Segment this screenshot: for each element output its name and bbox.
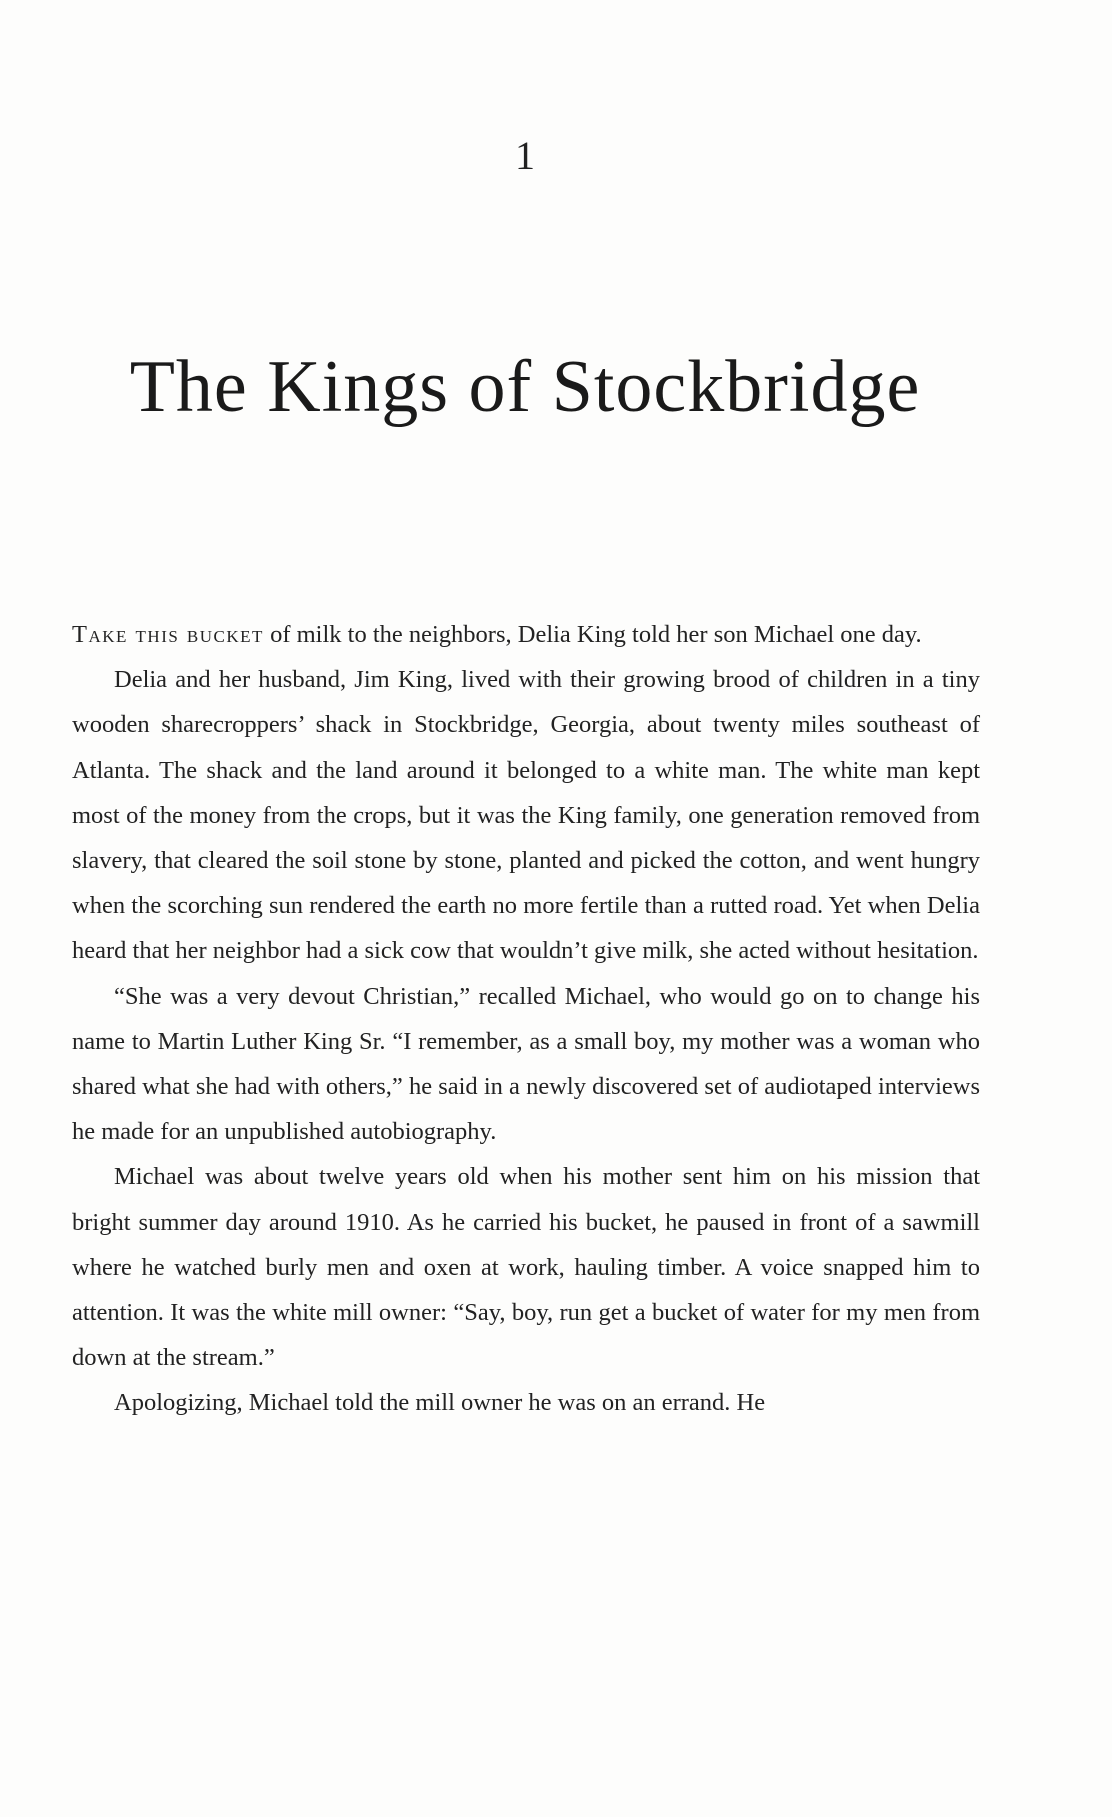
paragraph-1-text: of milk to the neighbors, Delia King told her son Michael one day. (263, 621, 922, 648)
chapter-number: 1 (515, 133, 535, 178)
paragraph-4: Michael was about twelve years old when his mother sent him on his mission that bright summer day around 1910. As he carried his bucket, he paused in front of a sawmill where he watched burly men and oxen at work, hauling timber. A voice snapped him to attention. It was the white mill owner: “Say, boy, run get a bucket of water for my men from down at the stream.” (72, 1163, 980, 1372)
paragraph-5: Apologizing, Michael told the mill owner he was on an errand. He (114, 1389, 766, 1417)
opening-small-caps: Take this bucket (72, 621, 264, 648)
paragraph-2: Delia and her husband, Jim King, lived with their growing brood of children in a tiny wooden sharecroppers’ shack in Stockbridge, Georgia, about twenty miles southeast of Atlanta. The shack and the land around it belonged to a white man. The white man kept most of the money from the crops, but it was the King family, one generation removed from slavery, that cleared the soil stone by stone, planted and picked the cotton, and went hungry when the scorching sun rendered the earth no more fertile than a rutted road. Yet when Delia heard that her neighbor had a sick cow that wouldn’t give milk, she acted without hesitation. (72, 666, 980, 965)
paragraph-1 (72, 612, 980, 657)
paragraph-3: “She was a very devout Christian,” recalled Michael, who would go on to change his name to Martin Luther King Sr. “I remember, as a small boy, my mother was a woman who shared what she had with others,” he said in a newly discovered set of audiotaped interviews he made for an unpublished autobiography. (72, 982, 980, 1146)
chapter-body (72, 612, 980, 1426)
chapter-title: The Kings of Stockbridge (129, 346, 921, 428)
